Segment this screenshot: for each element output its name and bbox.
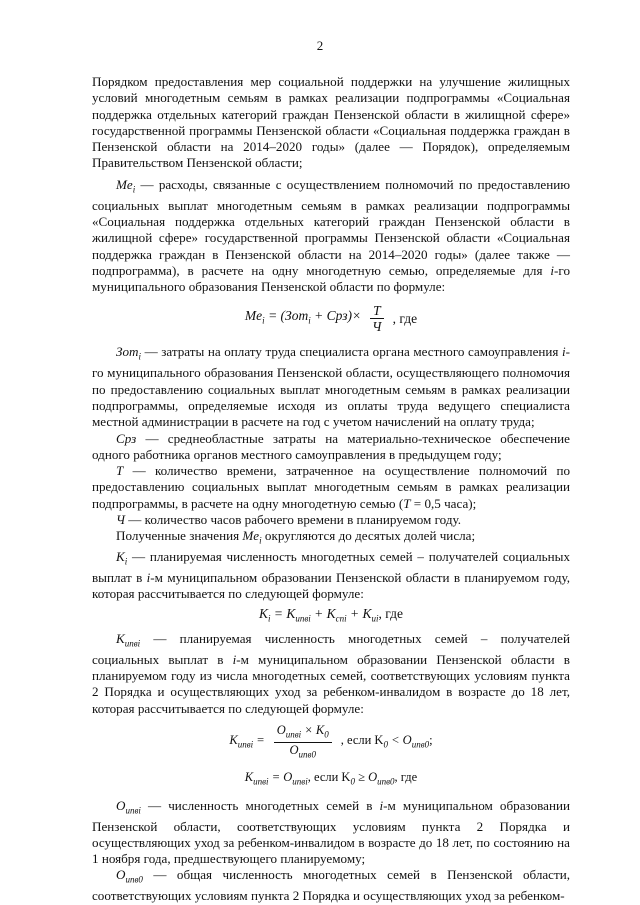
oinv-tail: -м муниципальном образовании Пензенской области, соответствующих условиям пункта 2 Порядка и осуществляющих уход за ребенком-инвалидом в возрасте до 18 лет, по состоянию на 1 ноября года, предшествующего планируемому; bbox=[92, 797, 570, 867]
rounding-tail: округляются до десятых долей числа; bbox=[261, 528, 476, 544]
f2-s2: иnвi bbox=[295, 613, 311, 624]
f3-lhs: K bbox=[229, 733, 238, 748]
paragraph-me-definition bbox=[92, 177, 570, 296]
f3-num bbox=[274, 723, 332, 744]
var-i: i bbox=[561, 344, 566, 360]
var-me-sub: i bbox=[259, 535, 262, 546]
var-me-sub: i bbox=[132, 184, 136, 195]
f1-tail: , где bbox=[392, 310, 418, 326]
oinv0-text: — общая численность многодетных семей в Пензенской области, соответствующих условиям пункта 2 Порядка и осуществляющих уход за ребенком- bbox=[92, 867, 570, 904]
f3-cond-sub: 0 bbox=[383, 739, 388, 750]
f4-end: , где bbox=[394, 769, 418, 784]
f1-plus: + bbox=[310, 308, 327, 324]
srz-text: — среднеобластные затраты на материально-техническое обеспечение одного работника органов местного самоуправления в предыдущем году; bbox=[92, 430, 570, 462]
f4-cond: , если K bbox=[307, 769, 351, 784]
oinv-text: — численность многодетных семей в bbox=[140, 797, 380, 813]
f4-cond-sub2: иnв0 bbox=[377, 776, 395, 787]
f1-lhs-sub: i bbox=[262, 316, 265, 327]
f3-num-sub: иnвi bbox=[285, 729, 302, 740]
formula-me bbox=[92, 303, 570, 334]
zot-text: — затраты на оплату труда специалиста органа местного самоуправления bbox=[141, 344, 562, 360]
f4-lhs-sub: иnвi bbox=[253, 776, 269, 787]
f3-lhs-sub: иnвi bbox=[237, 739, 254, 750]
f1-a-sub: i bbox=[308, 316, 311, 327]
f4-cond-op: ≥ O bbox=[354, 769, 378, 784]
k-tail: -м муниципальном образовании Пензенской области в планируемом году, которая рассчитывается по следующей формуле: bbox=[92, 570, 570, 602]
paragraph-poryadok: Порядком предоставления мер социальной поддержки на улучшение жилищных условий многодетным семьям в рамках реализации подпрограммы «Социальная поддержка отдельных категорий граждан Пензенской области в жилищной сфере» государственной программы Пензенской области «Социальная поддержка граждан в Пензенской области на 2014–2020 годы» (далее — Порядок), определяемым Правительством Пензенской области; bbox=[92, 74, 570, 171]
var-oinv: O bbox=[116, 797, 126, 813]
formula-kinv-2 bbox=[92, 769, 570, 790]
var-me: Me bbox=[116, 176, 133, 192]
f1-b: Срз bbox=[326, 308, 348, 324]
k-text: — планируемая численность многодетных семей – получателей социальных выплат в bbox=[92, 549, 570, 586]
f3-den bbox=[274, 743, 332, 763]
f1-den: Ч bbox=[372, 319, 382, 335]
f3-cond: , если K bbox=[340, 733, 384, 748]
paragraph-srz bbox=[92, 431, 570, 464]
f3-end: ; bbox=[429, 733, 433, 748]
paragraph-zot bbox=[92, 344, 570, 430]
var-k-sub: i bbox=[124, 556, 128, 567]
f3-fraction bbox=[274, 723, 332, 763]
var-kinv: K bbox=[116, 630, 125, 646]
paragraph-oinv0 bbox=[92, 867, 570, 904]
f2-eq: = K bbox=[270, 605, 296, 621]
var-oinv0: O bbox=[116, 867, 126, 883]
paragraph-k bbox=[92, 549, 570, 603]
f2-s3: cпi bbox=[335, 613, 347, 624]
paragraph-kinv bbox=[92, 631, 570, 717]
page-number: 2 bbox=[316, 38, 324, 53]
f2-tail: , где bbox=[378, 605, 404, 621]
f2-s1: i bbox=[267, 613, 271, 624]
var-k: K bbox=[116, 549, 125, 565]
f3-den-sub: иnв0 bbox=[298, 749, 316, 760]
kinv-text: — планируемая численность многодетных семей – получателей социальных выплат в bbox=[92, 630, 570, 667]
document-body bbox=[92, 74, 570, 905]
f1-a: Зот bbox=[285, 308, 309, 324]
f1-num: T bbox=[370, 303, 384, 319]
var-i: i bbox=[379, 797, 384, 813]
f1-close: )× bbox=[347, 308, 362, 324]
var-kinv-sub: иnвi bbox=[124, 638, 141, 649]
var-i: i bbox=[232, 651, 237, 667]
var-srz: Срз bbox=[116, 430, 137, 446]
f1-eq: = ( bbox=[264, 308, 286, 324]
zot-tail: -го муниципального образования Пензенской области, осуществляющего полномочия по предоставлению социальных выплат многодетным семьям в рамках реализации подпрограммы, определяемые исходя из оплаты труда ведущего специалиста местной администрации в расчете на год с учетом начислений на оплату труда; bbox=[92, 344, 570, 430]
t-text: — количество времени, затраченное на осуществление полномочий по предоставлению социальных выплат многодетным семьям в рамках реализации подпрограммы, в расчете на одну многодетную семью ( bbox=[92, 463, 570, 511]
f4-cond-sub: 0 bbox=[350, 776, 355, 787]
f3-cond-sub2: иnв0 bbox=[411, 739, 430, 750]
var-oinv-sub: иnвi bbox=[125, 805, 141, 816]
f4-eq-sub: иnвi bbox=[292, 776, 308, 787]
ch-text: — количество часов рабочего времени в планируемом году. bbox=[125, 512, 461, 528]
f2-lhs: K bbox=[258, 605, 268, 621]
var-i: i bbox=[550, 262, 555, 278]
f2-p1: + K bbox=[310, 605, 336, 621]
f1-lhs: Me bbox=[244, 308, 263, 324]
f3-num-o: O bbox=[276, 722, 286, 737]
var-t-inline: T bbox=[403, 495, 411, 511]
paragraph-oinv bbox=[92, 798, 570, 868]
f3-num-tail: × K bbox=[301, 722, 325, 737]
var-me: Me bbox=[242, 528, 260, 544]
f3-cond-op: < O bbox=[387, 733, 412, 748]
kinv-tail: -м муниципальном образовании Пензенской области в планируемом году из числа многодетных семей, соответствующих условиям пункта 2 Порядка и осуществляющих уход за ребенком-инвалидом в возрасте до 18 лет, которая рассчитывается по следующей формуле: bbox=[92, 651, 570, 716]
var-zot-sub: i bbox=[138, 352, 142, 363]
paragraph-ch bbox=[92, 512, 570, 528]
f2-s4: ui bbox=[371, 613, 379, 624]
f2-p2: + K bbox=[346, 605, 372, 621]
var-zot: Зот bbox=[116, 344, 139, 360]
var-t: T bbox=[116, 463, 124, 479]
paragraph-rounding bbox=[92, 528, 570, 549]
me-definition-tail: -го муниципального образования Пензенской области по формуле: bbox=[92, 262, 570, 295]
t-tail: = 0,5 часа); bbox=[410, 495, 477, 511]
f3-den-o: O bbox=[289, 743, 299, 758]
paragraph-t bbox=[92, 463, 570, 512]
f3-num-tail-sub: 0 bbox=[324, 729, 329, 740]
var-i: i bbox=[146, 570, 151, 586]
var-oinv0-sub: иnв0 bbox=[125, 875, 143, 886]
f4-eq: = O bbox=[268, 769, 293, 784]
f1-fraction bbox=[370, 303, 384, 334]
var-ch: Ч bbox=[116, 512, 126, 528]
rounding-text: Полученные значения bbox=[116, 528, 243, 544]
f4-lhs: K bbox=[244, 769, 254, 784]
formula-kinv-1: $K_{иnвi}$ = $\frac{O_{иnвi} \times K_0}{O_{иnв0}}$ , если $K_0 < O_{иnв0}$; bbox=[92, 723, 570, 763]
me-definition-text: — расходы, связанные с осуществлением полномочий по предоставлению социальных выплат многодетным семьям в рамках реализации подпрограммы «Социальная поддержка отдельных категорий граждан Пензенской области в жилищной сфере» государственной программы Пензенской области «Социальная поддержка граждан в Пензенской области на 2014–2020 годы» (далее также — подпрограмма), в расчете на одну многодетную семью, определяемые для bbox=[92, 176, 570, 278]
formula-k bbox=[92, 606, 570, 627]
